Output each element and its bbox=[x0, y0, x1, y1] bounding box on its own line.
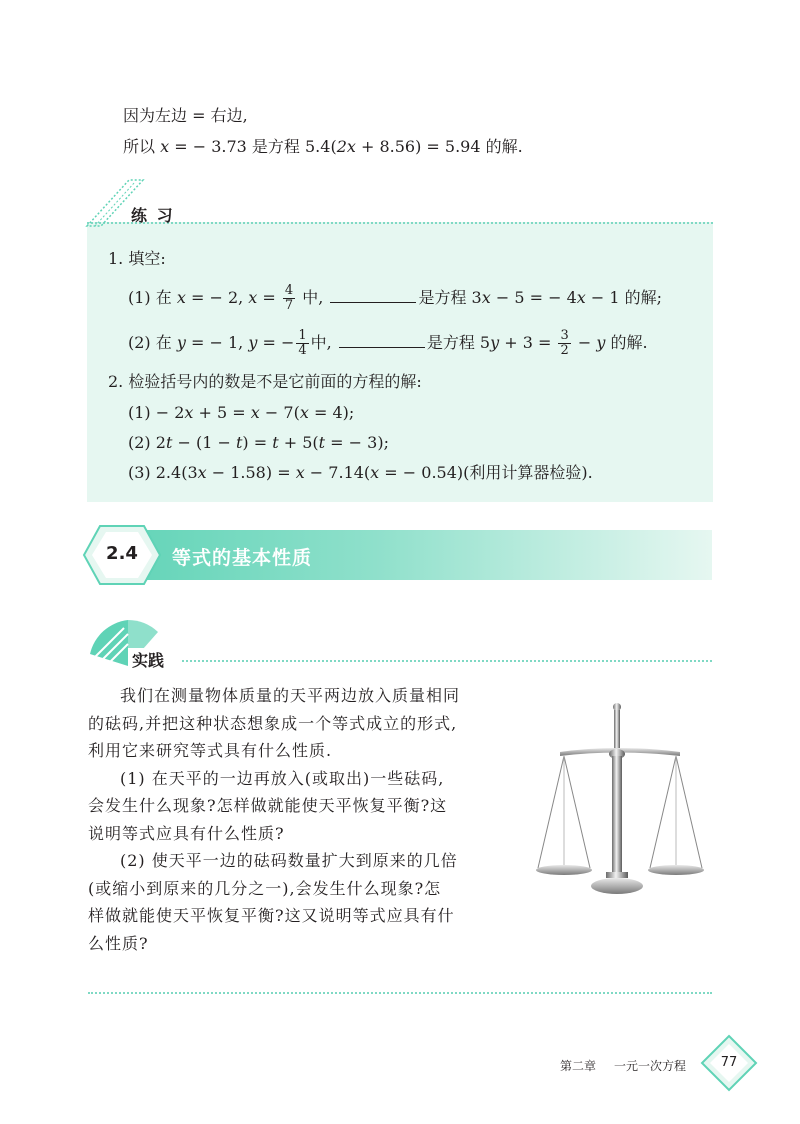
balance-scale-image bbox=[520, 700, 710, 900]
q1-part1: (1) 在 x = − 2, x = $\frac{4}{7}$ 中, 是方程 3x − 5 = − 4x − 1 的解; bbox=[128, 283, 663, 313]
q2-item1: (1) − 2x + 5 = x − 7(x = 4); bbox=[128, 403, 355, 422]
q2-item2: (2) 2t − (1 − t) = t + 5(t = − 3); bbox=[128, 433, 389, 452]
intro-line-1: 因为左边 = 右边, bbox=[123, 106, 248, 125]
activity-heading: 实践 bbox=[128, 648, 168, 671]
answer-blank-1[interactable] bbox=[330, 288, 416, 303]
q1-label: 1. 填空: bbox=[108, 249, 166, 268]
q2-item3: (3) 2.4(3x − 1.58) = x − 7.14(x = − 0.54)(利用计算器检验). bbox=[128, 463, 593, 482]
section-number: 2.4 bbox=[106, 543, 138, 564]
q2-label: 2. 检验括号内的数是不是它前面的方程的解: bbox=[108, 372, 422, 391]
footer-chapter: 第二章 一元一次方程 bbox=[560, 1059, 687, 1073]
fraction: $\frac{4}{7}$ bbox=[284, 283, 294, 313]
practice-heading: 练 习 bbox=[131, 206, 175, 225]
fraction: $\frac{3}{2}$ bbox=[560, 328, 569, 358]
activity-top-rule bbox=[182, 660, 712, 662]
page-number: 77 bbox=[720, 1055, 738, 1070]
q1-part2: (2) 在 y = − 1, y = − $\frac{1}{4}$ 中, 是方程 5y + 3 = $\frac{3}{2}$ − y 的解. bbox=[128, 328, 648, 358]
answer-blank-2[interactable] bbox=[339, 333, 425, 348]
practice-box bbox=[87, 222, 713, 502]
intro-line-2: 所以 x = − 3.73 是方程 5.4(2x + 8.56) = 5.94 的解. bbox=[123, 137, 523, 156]
activity-bottom-rule bbox=[88, 992, 712, 994]
activity-text: 我们在测量物体质量的天平两边放入质量相同 的砝码,并把这种状态想象成一个等式成立的形式, 利用它来研究等式具有什么性质. (1) 在天平的一边再放入(或取出)一些砝码, 会发生什么现象?怎样做就能使天平恢复平衡?这 说明等式应具有什么性质? (2) 使天平一边的砝码数量扩大到原来的几倍 (或缩小到原来的几分之一),会发生什么现象?怎 样做就能使天平恢复平衡?这又说明等式应具有什 么性质? bbox=[88, 686, 461, 953]
practice-top-border bbox=[87, 222, 713, 224]
fraction: $\frac{1}{4}$ bbox=[298, 328, 307, 358]
section-title: 等式的基本性质 bbox=[172, 547, 313, 569]
